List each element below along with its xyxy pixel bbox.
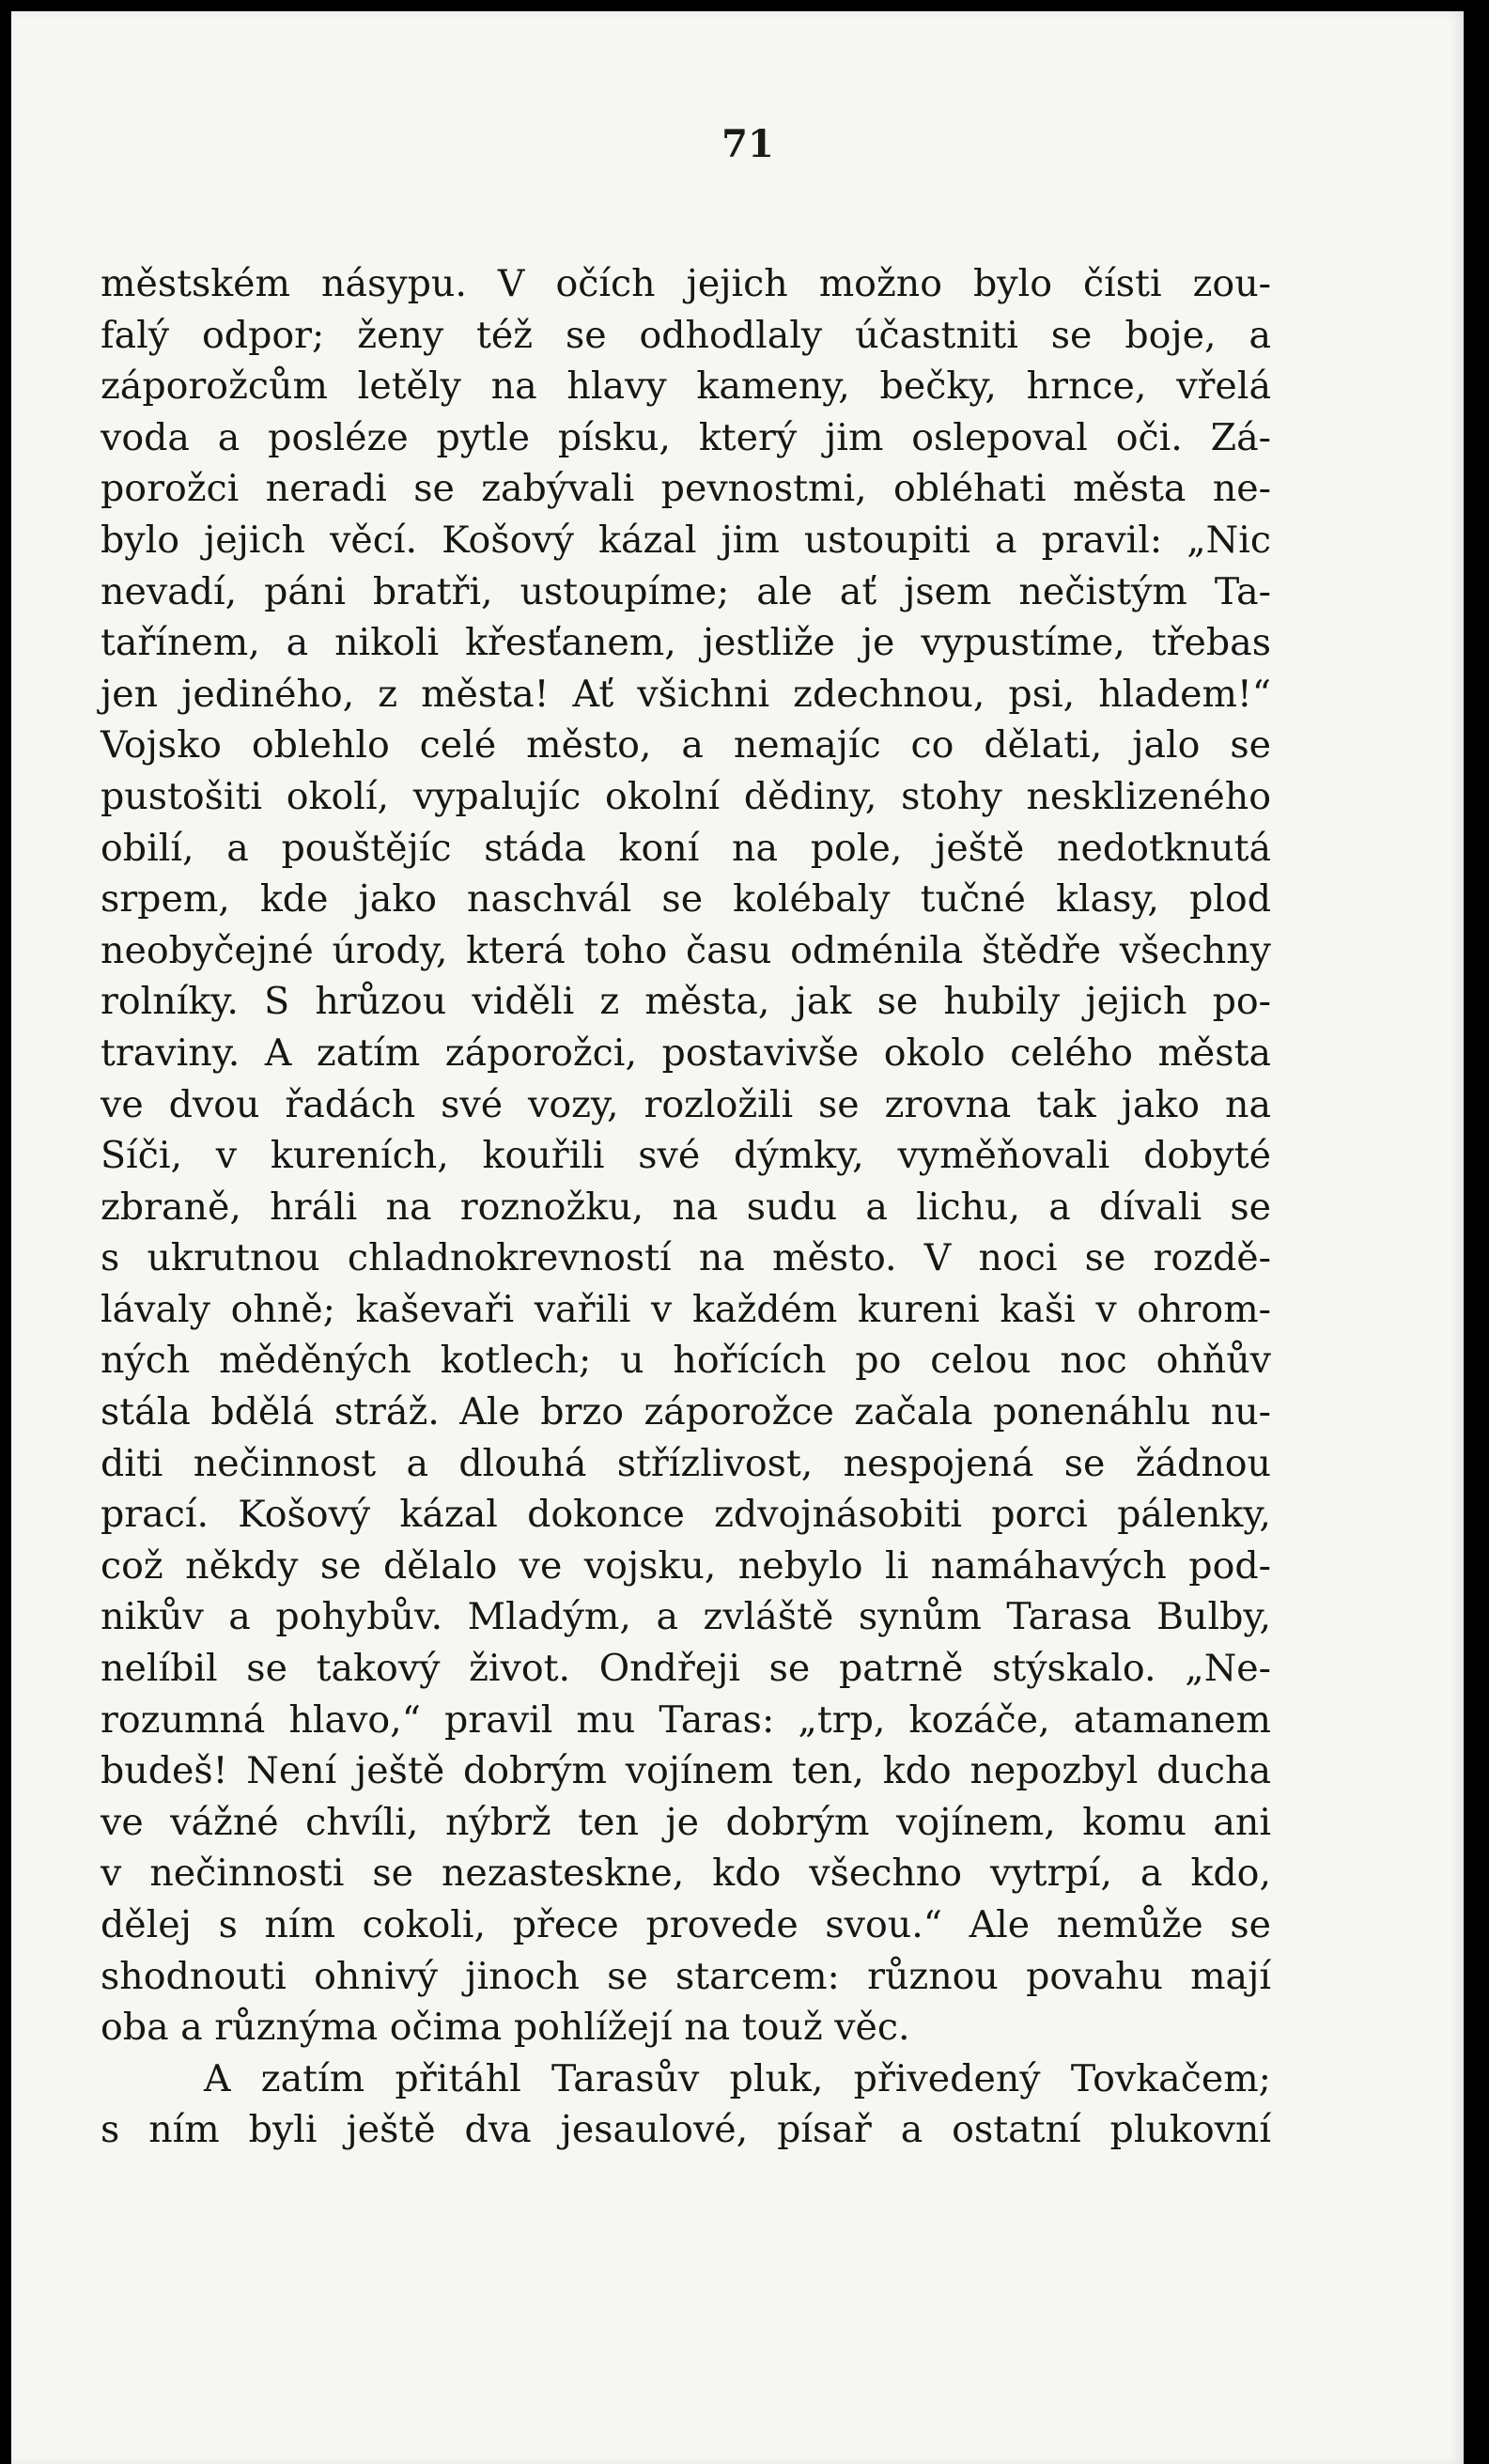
text-line: budeš! Není ještě dobrým vojínem ten, kdo nepozbyl ducha <box>101 1749 1271 1793</box>
body-text <box>101 258 1271 2156</box>
text-line: městském násypu. V očích jejich možno bylo čísti zou- <box>101 262 1271 305</box>
text-line: shodnouti ohnivý jinoch se starcem: různou povahu mají <box>101 1954 1271 1998</box>
text-line: rozumná hlavo,“ pravil mu Taras: „trp, kozáče, atamanem <box>101 1697 1271 1742</box>
text-line: traviny. A zatím záporožci, postavivše okolo celého města <box>101 1031 1271 1075</box>
text-line: neobyčejné úrody, která toho času odménila štědře všechny <box>101 928 1271 972</box>
text-line: falý odpor; ženy též se odhodlaly účastniti se boje, a <box>101 313 1271 357</box>
text-line: s ním byli ještě dva jesaulové, písař a ostatní plukovní <box>101 2108 1271 2152</box>
text-line: jen jediného, z města! Ať všichni zdechnou, psi, hladem!“ <box>101 672 1271 716</box>
text-line: obilí, a pouštějíc stáda koní na pole, ještě nedotknutá <box>101 826 1271 870</box>
text-line: porožci neradi se zabývali pevnostmi, obléhati města ne- <box>101 467 1271 511</box>
paragraph-last-line: oba a různýma očima pohlížejí na touž věc. <box>101 2006 910 2050</box>
book-page <box>11 11 1464 2464</box>
text-line: bylo jejich věcí. Košový kázal jim ustoupiti a pravil: „Nic <box>101 518 1271 562</box>
text-line: diti nečinnost a dlouhá střízlivost, nespojená se žádnou <box>101 1441 1271 1485</box>
text-line: ve vážné chvíli, nýbrž ten je dobrým vojínem, komu ani <box>101 1800 1271 1844</box>
paragraph-first-line: A zatím přitáhl Tarasův pluk, přivedený Tovkačem; <box>204 2056 1271 2100</box>
text-line: stála bdělá stráž. Ale brzo záporožce začala ponenáhlu nu- <box>101 1390 1271 1434</box>
text-line: nikův a pohybův. Mladým, a zvláště synům Tarasa Bulby, <box>101 1595 1271 1639</box>
text-line: dělej s ním cokoli, přece provede svou.“ Ale nemůže se <box>101 1903 1271 1946</box>
text-line: ve dvou řadách své vozy, rozložili se zrovna tak jako na <box>101 1082 1271 1126</box>
text-line: zbraně, hráli na roznožku, na sudu a lichu, a dívali se <box>101 1185 1271 1229</box>
text-line: rolníky. S hrůzou viděli z města, jak se hubily jejich po- <box>101 980 1271 1024</box>
text-line: pustošiti okolí, vypalujíc okolní dědiny, stohy nesklizeného <box>101 774 1271 818</box>
text-line: srpem, kde jako naschvál se kolébaly tučné klasy, plod <box>101 877 1271 922</box>
text-line: voda a posléze pytle písku, který jim oslepoval oči. Zá- <box>101 415 1271 459</box>
text-line: s ukrutnou chladnokrevností na město. V noci se rozdě- <box>101 1236 1271 1280</box>
text-line: v nečinnosti se nezasteskne, kdo všechno vytrpí, a kdo, <box>101 1852 1271 1896</box>
text-line: prací. Košový kázal dokonce zdvojnásobiti porci pálenky, <box>101 1493 1271 1537</box>
text-line: což někdy se dělalo ve vojsku, nebylo li namáhavých pod- <box>101 1543 1271 1588</box>
text-line: nevadí, páni bratři, ustoupíme; ale ať jsem nečistým Ta- <box>101 569 1271 613</box>
text-line: tařínem, a nikoli křesťanem, jestliže je vypustíme, třebas <box>101 621 1271 665</box>
page-number: 71 <box>721 122 774 166</box>
text-line: záporožcům letěly na hlavy kameny, bečky, hrnce, vřelá <box>101 364 1271 409</box>
text-line: Vojsko oblehlo celé město, a nemajíc co dělati, jalo se <box>101 723 1271 767</box>
text-line: nelíbil se takový život. Ondřeji se patrně stýskalo. „Ne- <box>101 1647 1271 1691</box>
text-line: ných měděných kotlech; u hořících po celou noc ohňův <box>101 1339 1271 1383</box>
text-line: Síči, v kureních, kouřili své dýmky, vyměňovali dobyté <box>101 1134 1271 1178</box>
text-line: lávaly ohně; kaševaři vařili v každém kureni kaši v ohrom- <box>101 1287 1271 1331</box>
